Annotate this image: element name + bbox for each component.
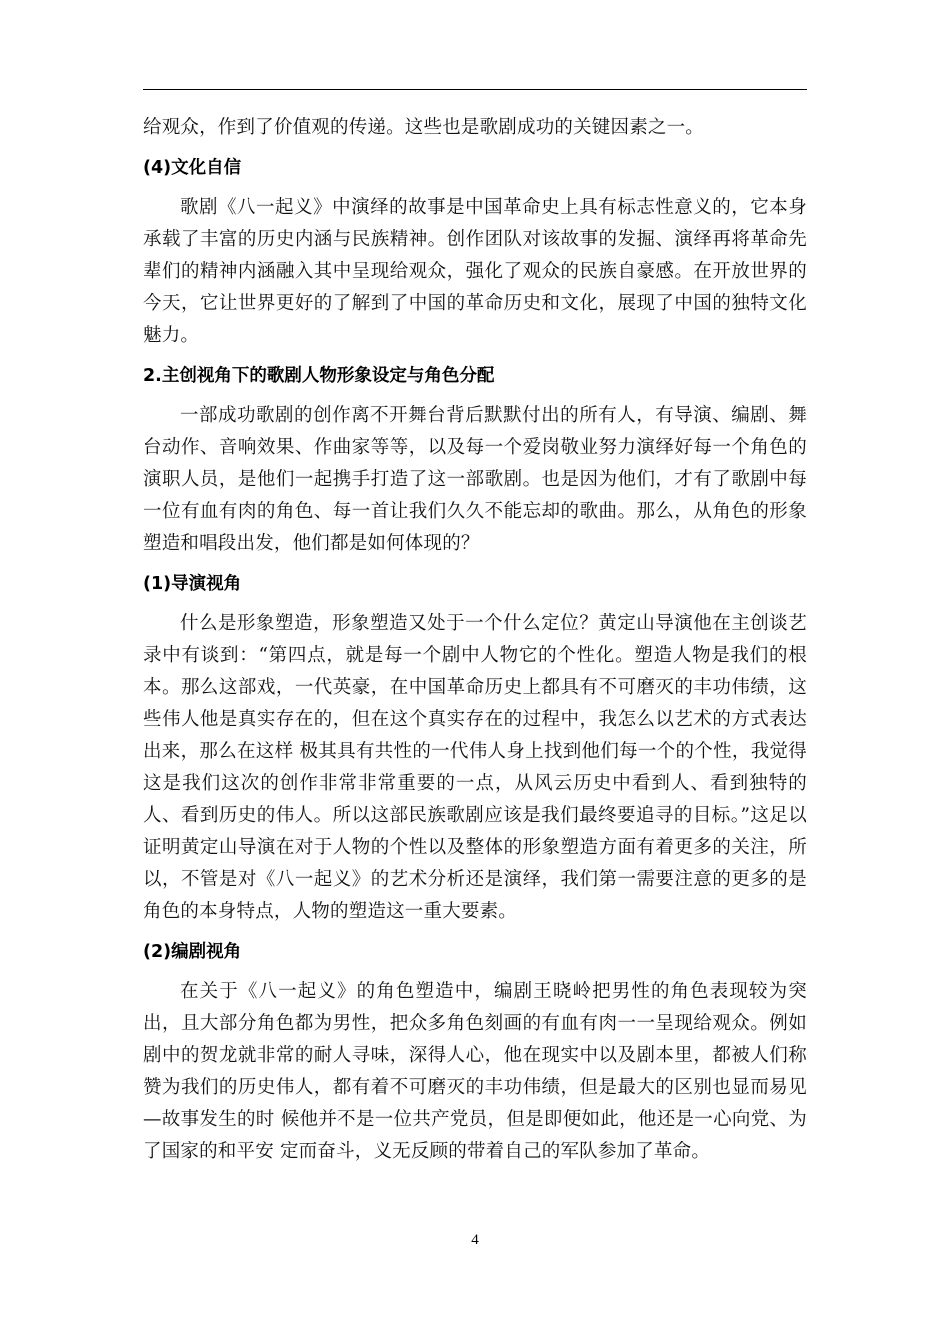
document-body [143, 112, 807, 1168]
header-rule [143, 89, 807, 90]
section-heading-director-perspective: (1)导演视角 [143, 574, 242, 594]
section-heading-screenwriter-perspective: (2)编剧视角 [143, 942, 242, 962]
section-heading-creative-perspective: 2.主创视角下的歌剧人物形象设定与角色分配 [143, 366, 495, 386]
paragraph-creative-perspective: 一部成功歌剧的创作离不开舞台背后默默付出的所有人，有导演、编剧、舞台动作、音响效果、作曲家等等，以及每一个爱岗敬业努力演绎好每一个角色的演职人员，是他们一起携手打造了这一部歌剧。也是因为他们，才有了歌剧中每一位有血有肉的角色、每一首让我们久久不能忘却的歌曲。那么，从角色的形象塑造和唱段出发，他们都是如何体现的？ [143, 405, 807, 554]
page-number: 4 [471, 1232, 479, 1248]
paragraph-continuation: 给观众，作到了价值观的传递。这些也是歌剧成功的关键因素之一。 [143, 117, 705, 138]
paragraph-screenwriter-perspective: 在关于《八一起义》的角色塑造中，编剧王晓岭把男性的角色表现较为突出，且大部分角色都为男性，把众多角色刻画的有血有肉一一呈现给观众。例如剧中的贺龙就非常的耐人寻味，深得人心，他在现实中以及剧本里，都被人们称赞为我们的历史伟人，都有着不可磨灭的丰功伟绩，但是最大的区别也显而易见—故事发生的时 候他并不是一位共产党员，但是即便如此，他还是一心向党、为了国家的和平安 定而奋斗，义无反顾的带着自己的军队参加了革命。 [143, 981, 807, 1162]
paragraph-cultural-confidence: 歌剧《八一起义》中演绎的故事是中国革命史上具有标志性意义的，它本身承载了丰富的历史内涵与民族精神。创作团队对该故事的发掘、演绎再将革命先辈们的精神内涵融入其中呈现给观众，强化了观众的民族自豪感。在开放世界的今天，它让世界更好的了解到了中国的革命历史和文化，展现了中国的独特文化魅力。 [143, 197, 807, 346]
section-heading-cultural-confidence: (4)文化自信 [143, 158, 242, 178]
paragraph-director-perspective: 什么是形象塑造，形象塑造又处于一个什么定位？黄定山导演他在主创谈艺录中有谈到：“第四点，就是每一个剧中人物它的个性化。塑造人物是我们的根本。那么这部戏，一代英豪，在中国革命历史上都具有不可磨灭的丰功伟绩，这些伟人他是真实存在的，但在这个真实存在的过程中，我怎么以艺术的方式表达出来，那么在这样 极其具有共性的一代伟人身上找到他们每一个的个性，我觉得这是我们这次的创作非常非常重要的一点，从风云历史中看到人、看到独特的人、看到历史的伟人。所以这部民族歌剧应该是我们最终要追寻的目标。”这足以证明黄定山导演在对于人物的个性以及整体的形象塑造方面有着更多的关注，所以，不管是对《八一起义》的艺术分析还是演绎，我们第一需要注意的更多的是角色的本身特点，人物的塑造这一重大要素。 [143, 613, 807, 922]
